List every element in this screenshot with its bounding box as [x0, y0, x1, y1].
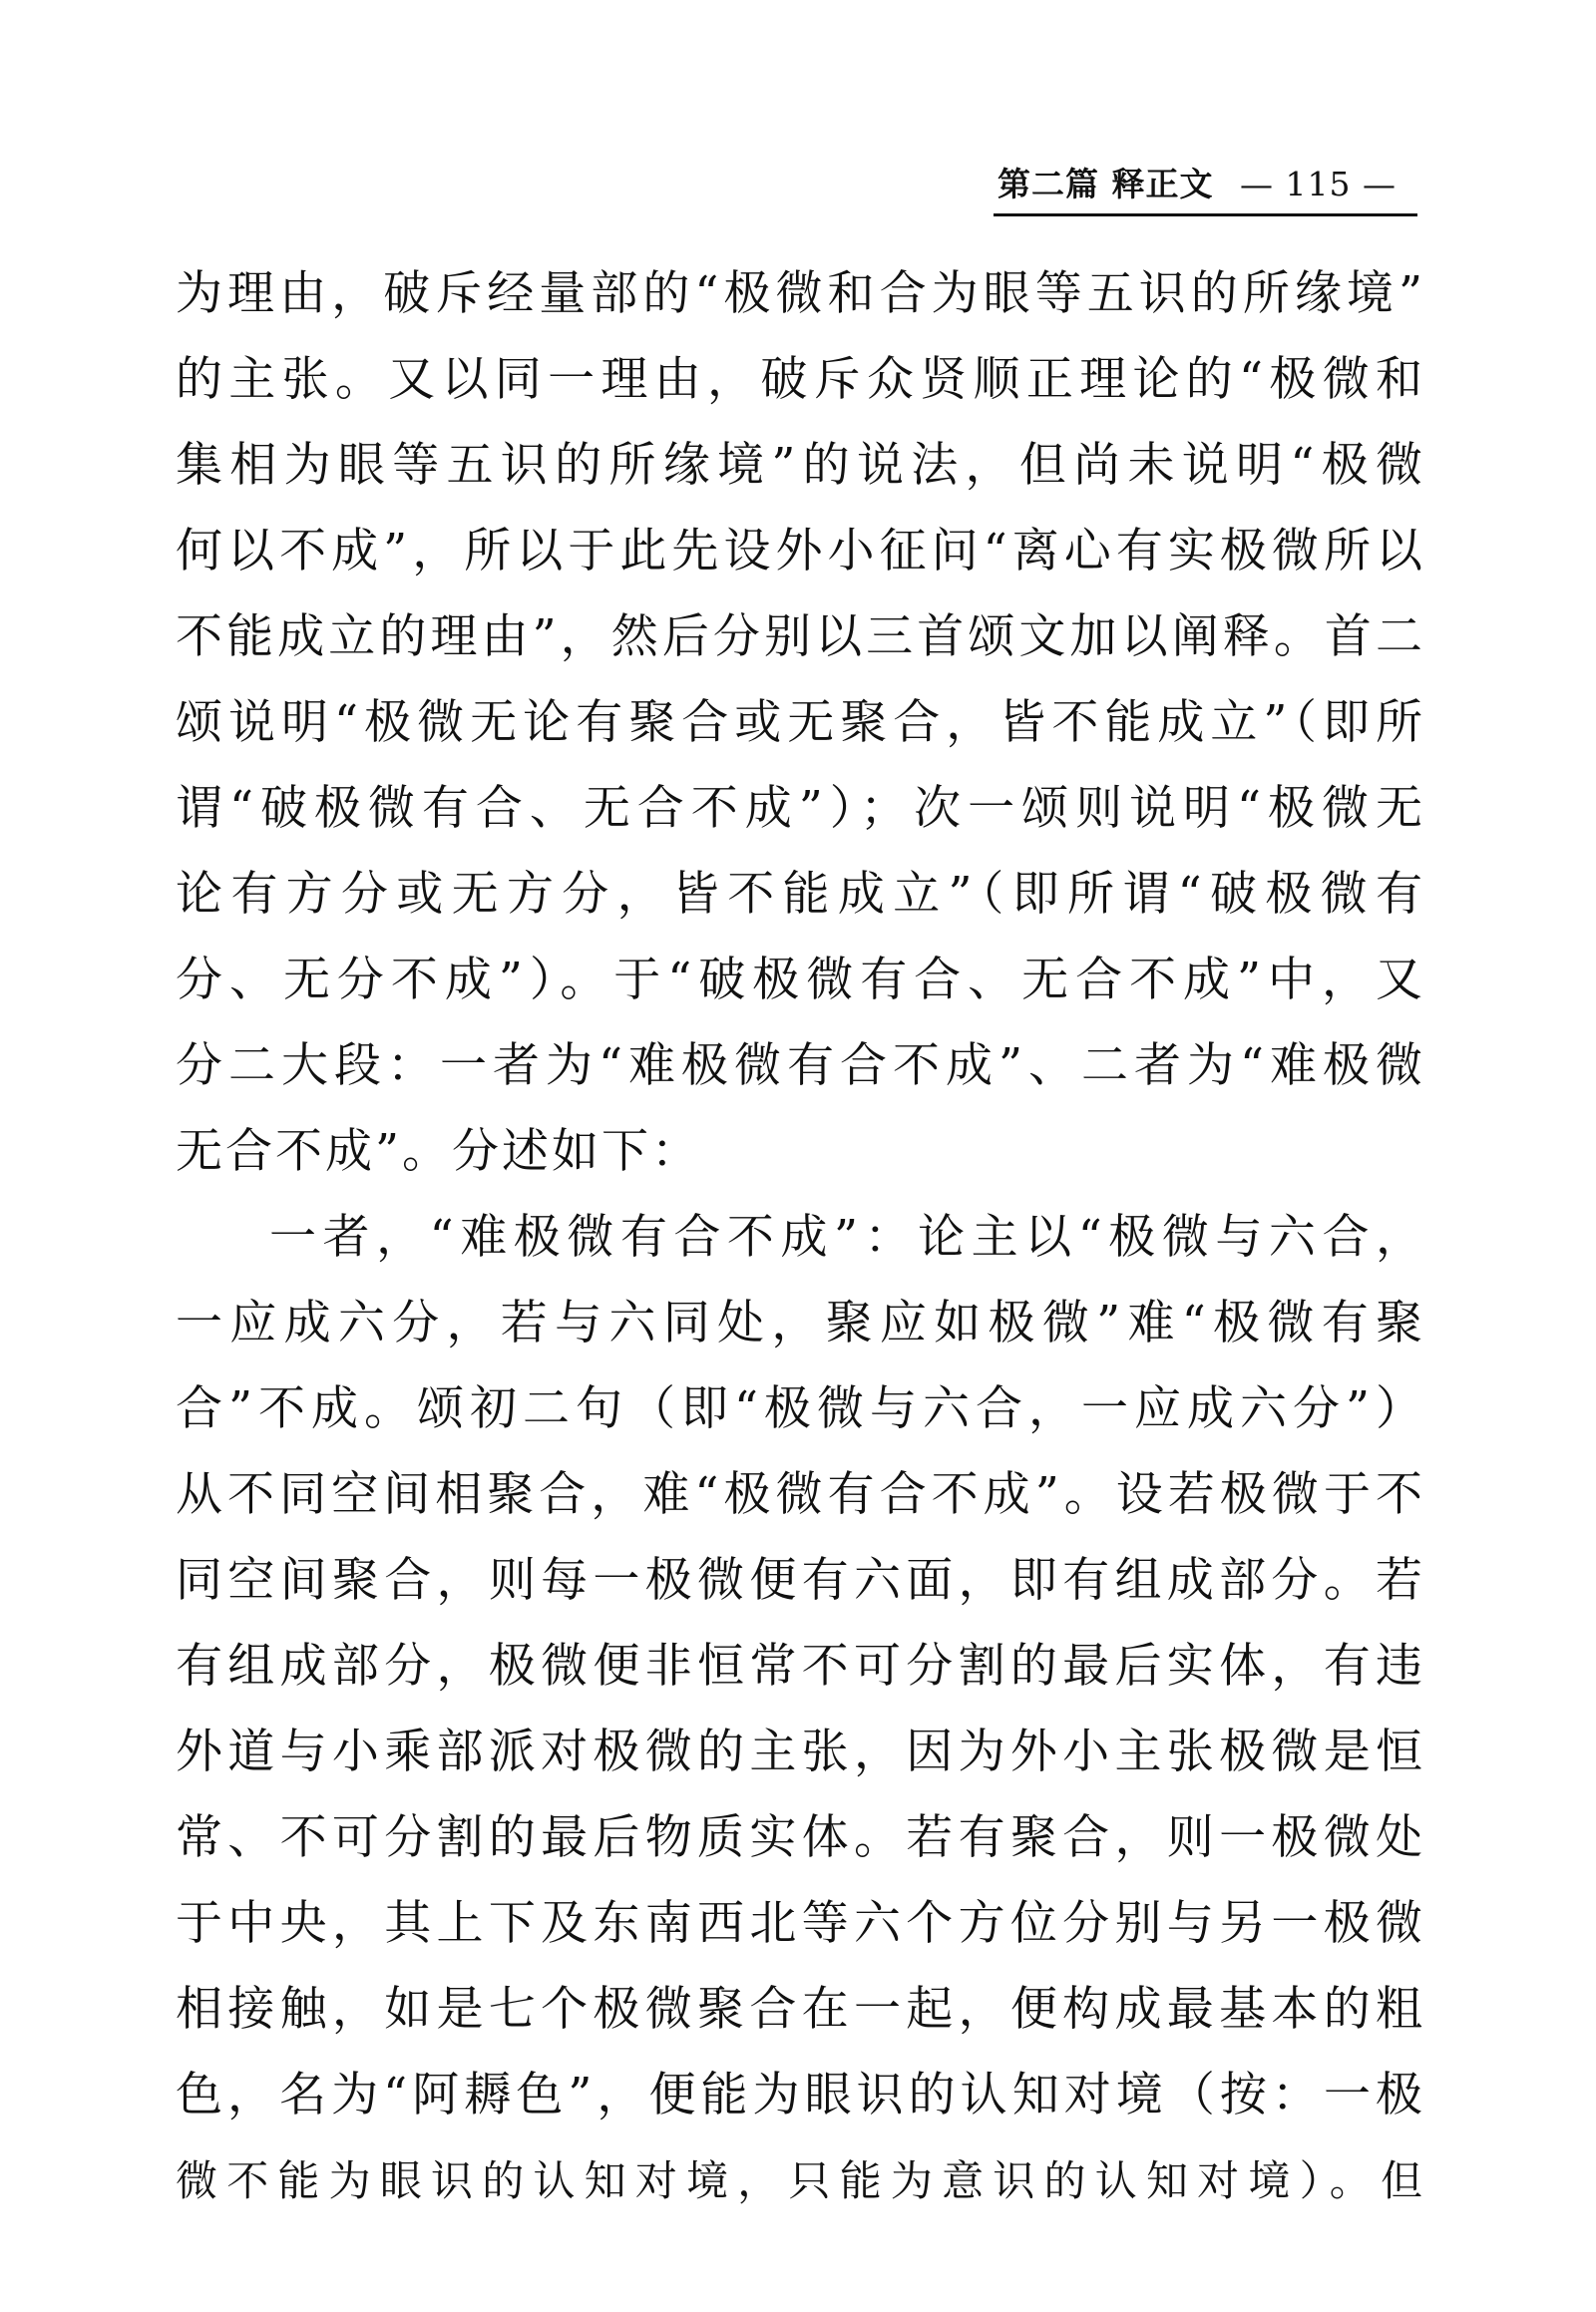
text-line: 相接触，如是七个极微聚合在一起，便构成最基本的粗: [176, 1982, 1422, 2037]
page-number: — 115 —: [1240, 165, 1396, 203]
chapter-title: 第二篇: [998, 165, 1099, 203]
text-line: 有组成部分，极微便非恒常不可分割的最后实体，有违: [176, 1639, 1422, 1694]
text-line: 的主张。又以同一理由，破斥众贤顺正理论的“极微和: [176, 352, 1422, 407]
text-line: 分二大段：一者为“难极微有合不成”、二者为“难极微: [176, 1038, 1422, 1093]
text-line: 不能成立的理由”，然后分别以三首颂文加以阐释。首二: [176, 609, 1422, 664]
text-line: 为理由，破斥经量部的“极微和合为眼等五识的所缘境”: [176, 266, 1422, 321]
text-line: 颂说明“极微无论有聚合或无聚合，皆不能成立”（即所: [176, 695, 1422, 750]
text-line: 合”不成。颂初二句（即“极微与六合，一应成六分”）: [176, 1381, 1422, 1436]
section-title: 释正文: [1111, 165, 1214, 203]
running-head: [998, 160, 1416, 209]
text-line: 常、不可分割的最后物质实体。若有聚合，则一极微处: [176, 1810, 1422, 1865]
text-line: 谓“破极微有合、无合不成”）；次一颂则说明“极微无: [176, 781, 1422, 836]
text-line: 无合不成”。分述如下：: [176, 1124, 702, 1179]
text-line: 何以不成”，所以于此先设外小征问“离心有实极微所以: [176, 524, 1422, 578]
text-line: 分、无分不成”）。于“破极微有合、无合不成”中，又: [176, 953, 1422, 1007]
text-line: 同空间聚合，则每一极微便有六面，即有组成部分。若: [176, 1553, 1422, 1608]
paragraph-start-line: 一者，“难极微有合不成”：论主以“极微与六合，: [269, 1210, 1422, 1265]
text-line: 外道与小乘部派对极微的主张，因为外小主张极微是恒: [176, 1725, 1422, 1779]
text-line: 色，名为“阿耨色”，便能为眼识的认知对境（按：一极: [176, 2068, 1422, 2122]
text-line: 微不能为眼识的认知对境，只能为意识的认知对境）。但: [176, 2156, 1422, 2205]
text-line: 论有方分或无方分，皆不能成立”（即所谓“破极微有: [176, 867, 1422, 922]
text-line: 从不同空间相聚合，难“极微有合不成”。设若极微于不: [176, 1467, 1422, 1522]
text-line: 于中央，其上下及东南西北等六个方位分别与另一极微: [176, 1896, 1422, 1951]
body-text: [176, 251, 1422, 2224]
header-rule: [994, 213, 1417, 216]
text-line: 一应成六分，若与六同处，聚应如极微”难“极微有聚: [176, 1296, 1422, 1350]
text-line: 集相为眼等五识的所缘境”的说法，但尚未说明“极微: [176, 438, 1422, 493]
